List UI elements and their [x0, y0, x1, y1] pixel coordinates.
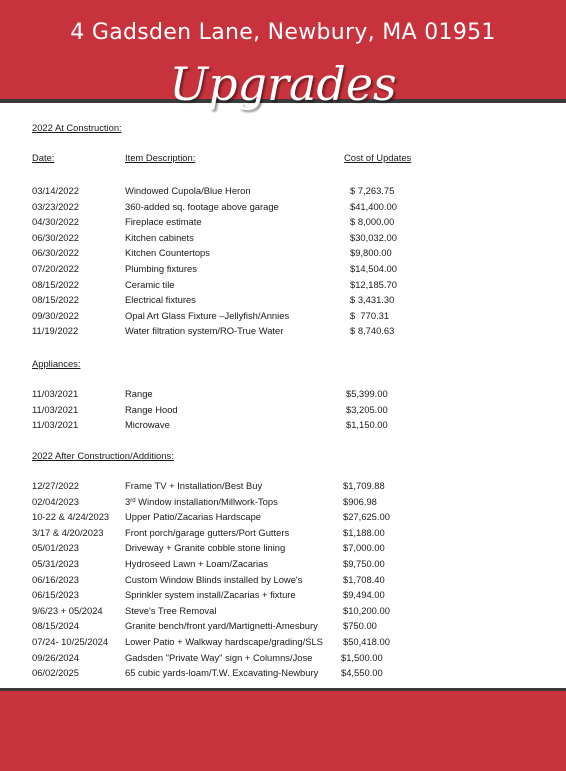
row-date: 10-22 & 4/24/2023 — [32, 511, 110, 523]
row-item: Opal Art Glass Fixture –Jellyfish/Annies — [125, 309, 290, 321]
table-row — [0, 402, 566, 418]
row-date: 11/03/2021 — [32, 403, 79, 415]
table-row — [0, 509, 566, 525]
row-date: 06/15/2023 — [32, 589, 79, 601]
table-row — [0, 245, 566, 261]
row-item: Gadsden "Private Way" sign + Columns/Jose — [125, 651, 313, 663]
row-cost: $9,800.00 — [350, 247, 392, 259]
row-item — [125, 494, 278, 510]
table-row — [0, 572, 566, 588]
property-address: 4 Gadsden Lane, Newbury, MA 01951 — [70, 20, 496, 45]
table-row — [0, 183, 566, 199]
table-row — [0, 603, 566, 619]
row-cost: $ 8,740.63 — [350, 325, 395, 337]
row-cost: $9,750.00 — [343, 558, 385, 569]
row-cost: $750.00 — [343, 620, 377, 632]
row-date: 06/30/2022 — [32, 231, 79, 243]
row-date: 11/03/2021 — [32, 419, 79, 431]
section-title-construction: 2022 At Construction: — [32, 122, 122, 133]
row-cost: $906.98 — [343, 495, 377, 507]
table-row — [0, 230, 566, 246]
row-item: Electrical fixtures — [125, 294, 196, 306]
row-date: 3/17 & 4/20/2023 — [32, 526, 104, 538]
table-row — [0, 277, 566, 293]
row-cost: $1,188.00 — [343, 526, 385, 538]
row-date: 08/15/2024 — [32, 620, 79, 632]
section-title-appliances: Appliances: — [32, 358, 81, 369]
table-row — [0, 587, 566, 603]
row-cost: $30,032.00 — [350, 231, 397, 243]
footer-banner — [0, 688, 566, 771]
table-row — [0, 556, 566, 572]
row-item: 65 cubic yards-loam/T.W. Excavating-Newbury — [125, 667, 319, 679]
table-row — [0, 618, 566, 634]
row-cost: $ 770.31 — [350, 309, 390, 321]
row-cost: $ 8,000.00 — [350, 216, 395, 228]
row-cost: $5,399.00 — [346, 388, 388, 399]
table-row — [0, 292, 566, 308]
ordinal-suffix: rd — [130, 497, 136, 504]
row-cost: $ 7,263.75 — [350, 185, 395, 196]
row-item: Frame TV + Installation/Best Buy — [125, 480, 263, 491]
row-cost: $10,200.00 — [343, 604, 390, 616]
row-item: Range — [125, 388, 153, 399]
row-item: Custom Window Blinds installed by Lowe's — [125, 573, 303, 585]
row-item: Microwave — [125, 419, 170, 431]
row-item: Plumbing fixtures — [125, 263, 197, 274]
row-cost: $ 3,431.30 — [350, 294, 395, 306]
row-date: 08/15/2022 — [32, 278, 79, 290]
table-row — [0, 214, 566, 230]
row-date: 06/02/2025 — [32, 667, 79, 679]
section-title-after-construction: 2022 After Construction/Additions: — [32, 450, 174, 461]
row-date: 06/16/2023 — [32, 573, 79, 585]
item-number: 3 — [125, 495, 131, 507]
table-row — [0, 665, 566, 681]
table-row — [0, 417, 566, 433]
table-row — [0, 478, 566, 494]
row-item: Kitchen cabinets — [125, 231, 194, 243]
row-cost: $1,500.00 — [341, 651, 383, 663]
row-date: 09/30/2022 — [32, 309, 79, 321]
row-date: 03/23/2022 — [32, 200, 79, 212]
row-cost: $7,000.00 — [343, 542, 385, 554]
row-item: Front porch/garage gutters/Port Gutters — [125, 526, 290, 538]
column-header-date: Date: — [32, 152, 55, 163]
table-row — [0, 650, 566, 666]
row-item: Kitchen Countertops — [125, 247, 210, 259]
row-date: 03/14/2022 — [32, 185, 79, 196]
table-row — [0, 386, 566, 402]
table-row — [0, 199, 566, 215]
row-item: 360-added sq. footage above garage — [125, 200, 279, 212]
row-cost: $14,504.00 — [350, 263, 397, 274]
row-date: 07/20/2022 — [32, 263, 79, 274]
table-row — [0, 540, 566, 556]
row-cost: $1,150.00 — [346, 419, 388, 431]
upgrades-title: Upgrades — [169, 57, 397, 111]
row-item: Range Hood — [125, 403, 178, 415]
row-date: 11/19/2022 — [32, 325, 79, 337]
row-item: Driveway + Granite cobble stone lining — [125, 542, 286, 554]
row-item: Windowed Cupola/Blue Heron — [125, 185, 251, 196]
row-item: Sprinkler system install/Zacarias + fixture — [125, 589, 296, 601]
row-item: Fireplace estimate — [125, 216, 202, 228]
row-date: 12/27/2022 — [32, 480, 79, 491]
row-date: 04/30/2022 — [32, 216, 79, 228]
row-item: Water filtration system/RO-True Water — [125, 325, 284, 337]
table-row — [0, 494, 566, 510]
column-header-cost: Cost of Updates — [344, 152, 412, 163]
row-item: Steve's Tree Removal — [125, 604, 217, 616]
table-row — [0, 525, 566, 541]
column-headers — [0, 150, 566, 166]
row-cost: $1,708.40 — [343, 573, 385, 585]
row-date: 05/31/2023 — [32, 558, 79, 569]
row-item: Upper Patio/Zacarias Hardscape — [125, 511, 262, 523]
row-date: 09/26/2024 — [32, 651, 79, 663]
row-item: Ceramic tile — [125, 278, 175, 290]
table-row — [0, 261, 566, 277]
row-date: 05/01/2023 — [32, 542, 79, 554]
row-date: 07/24- 10/25/2024 — [32, 636, 109, 647]
table-row — [0, 634, 566, 650]
row-cost: $50,418.00 — [343, 636, 390, 647]
row-date: 06/30/2022 — [32, 247, 79, 259]
row-item: Granite bench/front yard/Martignetti-Amesbury — [125, 620, 318, 632]
row-item: Hydroseed Lawn + Loam/Zacarias — [125, 558, 269, 569]
table-row — [0, 308, 566, 324]
table-row — [0, 323, 566, 339]
row-date: 08/15/2022 — [32, 294, 79, 306]
item-text: Window installation/Millwork-Tops — [135, 495, 278, 507]
row-cost: $12,185.70 — [350, 278, 397, 290]
row-cost: $9,494.00 — [343, 589, 385, 601]
row-cost: $1,709.88 — [343, 480, 385, 491]
row-cost: $3,205.00 — [346, 403, 388, 415]
row-date: 02/04/2023 — [32, 495, 79, 507]
row-cost: $4,550.00 — [341, 667, 383, 679]
row-item: Lower Patio + Walkway hardscape/grading/SLS — [125, 636, 323, 647]
row-cost: $41,400.00 — [350, 200, 397, 212]
row-date: 9/6/23 + 05/2024 — [32, 604, 103, 616]
row-date: 11/03/2021 — [32, 388, 79, 399]
column-header-item: Item Description: — [125, 152, 196, 163]
row-cost: $27,625.00 — [343, 511, 390, 523]
